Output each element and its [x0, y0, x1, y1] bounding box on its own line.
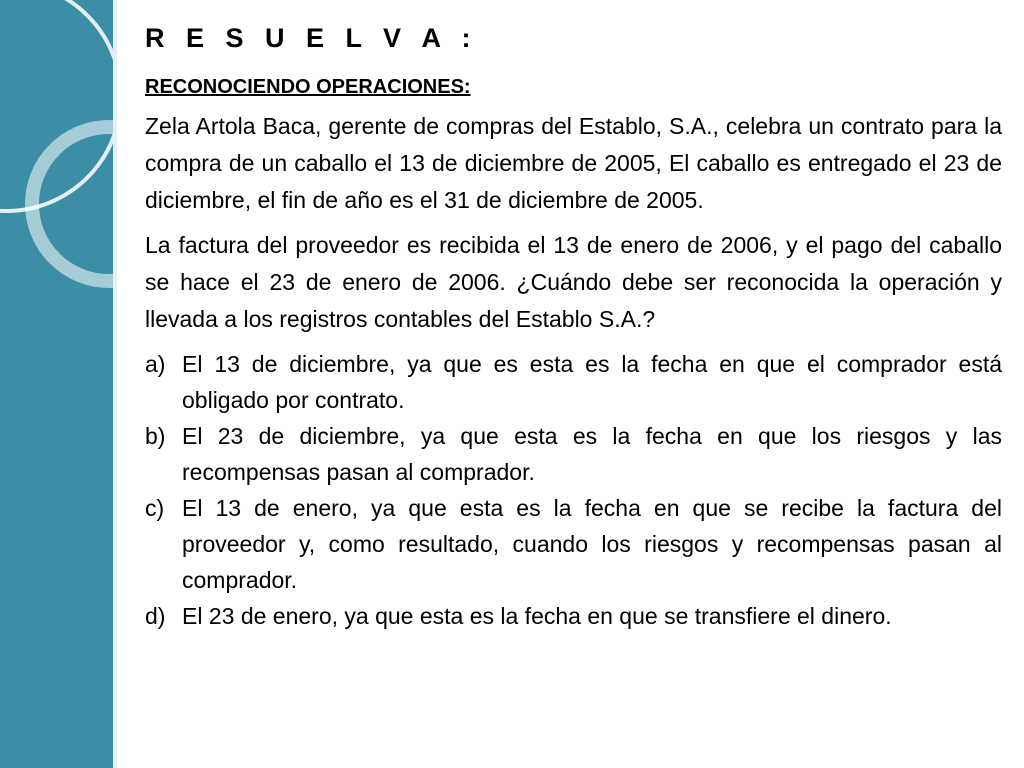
- slide-subtitle: RECONOCIENDO OPERACIONES:: [145, 76, 471, 98]
- option-text: El 23 de enero, ya que esta es la fecha en que se transfiere el dinero.: [182, 603, 892, 629]
- problem-paragraph-1: Zela Artola Baca, gerente de compras del Establo, S.A., celebra un contrato para la compra de un caballo el 13 de diciembre de 2005, El caballo es entregado el 23 de diciembre, el fin de año es el 31 de diciembre de 2005.: [145, 113, 1002, 213]
- slide-content: [145, 18, 1002, 634]
- option-text: El 23 de diciembre, ya que esta es la fecha en que los riesgos y las recompensas pasan al comprador.: [182, 423, 1002, 485]
- slide-title: R E S U E L V A :: [145, 23, 478, 53]
- option-letter: a): [145, 351, 166, 377]
- option-letter: d): [145, 603, 166, 629]
- option-text: El 13 de enero, ya que esta es la fecha en que se recibe la factura del proveedor y, como resultado, cuando los riesgos y recompensas pasan al comprador.: [182, 495, 1002, 593]
- answer-option-b: [145, 418, 1002, 490]
- option-text: El 13 de diciembre, ya que es esta es la fecha en que el comprador está obligado por contrato.: [182, 351, 1002, 413]
- answer-option-c: [145, 490, 1002, 598]
- decorative-sidebar: [0, 0, 113, 768]
- answer-option-d: [145, 598, 1002, 634]
- sidebar-edge-divider: [113, 0, 117, 768]
- option-letter: c): [145, 495, 165, 521]
- answer-options-list: [145, 346, 1002, 634]
- answer-option-a: [145, 346, 1002, 418]
- option-letter: b): [145, 423, 166, 449]
- problem-paragraph-2: La factura del proveedor es recibida el 13 de enero de 2006, y el pago del caballo se hace el 23 de enero de 2006. ¿Cuándo debe ser reconocida la operación y llevada a los registros contables del Establo S.A.?: [145, 232, 1002, 332]
